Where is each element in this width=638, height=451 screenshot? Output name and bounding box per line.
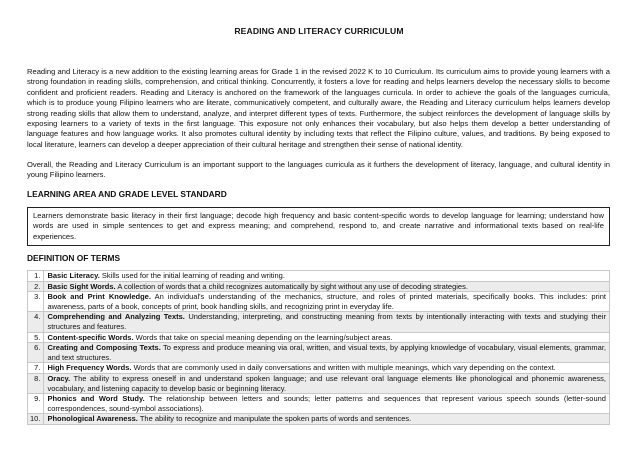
term-number: 2.	[28, 281, 44, 292]
term-name: Phonics and Word Study.	[47, 394, 145, 404]
standard-box: Learners demonstrate basic literacy in their first language; decode high frequency and basic content-specific words to develop language for learning; understand how words are used in simple sentences to get and express meaning; and comprehend, respond to, and create narrative and informational texts based on real-life experiences.	[27, 207, 610, 246]
terms-table	[27, 270, 610, 425]
terms-row	[28, 414, 610, 425]
term-name: Book and Print Knowledge.	[47, 292, 151, 302]
term-definition: Words that take on special meaning depending on the learning/subject areas.	[133, 332, 393, 342]
term-number: 10.	[28, 414, 44, 425]
term-definition: A collection of words that a child recognizes automatically by sight without any use of decoding strategies.	[115, 281, 468, 291]
term-definition-cell	[44, 271, 610, 282]
term-definition: Skills used for the initial learning of reading and writing.	[99, 271, 285, 280]
intro-paragraph: Reading and Literacy is a new addition to the existing learning areas for Grade 1 in the revised 2022 K to 10 Curriculum. Its curriculum aims to provide young learners with a strong foundation in reading skills, comprehension, and critical thinking. Concurrently, it fosters a love for reading and helps learners develop the necessary skills to become confident and proficient readers. Reading and Literacy is anchored on the framework of the languages curricula. In order to achieve the goals of the languages curricula, which is to produce young Filipino learners who are literate, communicatively competent, and culturally aware, the Reading and Literacy curriculum helps learners develop strong reading skills that allow them to understand, analyze, and interpret different types of texts. Furthermore, the subject reinforces the development of language skills by exposing learners to a variety of texts in the first language. This exposure not only enhances their vocabulary, but also helps them develop a better understanding of language features and how language works. It also promotes cultural identity by including texts that reflect the Filipino culture, values, and traditions. By being exposed to local literature, learners can develop a deeper appreciation of their cultural heritage and strengthen their sense of national identity.	[27, 67, 610, 149]
term-name: Basic Literacy.	[47, 271, 100, 280]
terms-row	[28, 332, 610, 343]
term-number: 4.	[28, 312, 44, 332]
terms-row	[28, 343, 610, 363]
terms-row	[28, 312, 610, 332]
term-number: 1.	[28, 271, 44, 282]
term-number: 3.	[28, 292, 44, 312]
terms-row	[28, 281, 610, 292]
term-name: Comprehending and Analyzing Texts.	[47, 312, 185, 322]
term-number: 8.	[28, 373, 44, 393]
terms-row	[28, 271, 610, 282]
term-name: High Frequency Words.	[47, 363, 132, 373]
term-definition-cell	[44, 373, 610, 393]
term-definition: To express and produce meaning via oral, written, and visual texts, by applying knowledge of vocabulary, visual elements, grammar, and text structures.	[47, 343, 607, 362]
term-definition-cell	[44, 292, 610, 312]
term-name: Phonological Awareness.	[47, 414, 138, 424]
term-definition: Understanding, interpreting, and constructing meaning from texts by intentionally interacting with texts and studying their structures and features.	[47, 312, 606, 331]
term-number: 7.	[28, 363, 44, 374]
term-definition-cell	[44, 363, 610, 374]
standard-heading: LEARNING AREA AND GRADE LEVEL STANDARD	[27, 189, 227, 199]
term-definition-cell	[44, 281, 610, 292]
terms-row	[28, 373, 610, 393]
term-name: Content-specific Words.	[47, 332, 134, 342]
term-name: Oracy.	[47, 373, 71, 383]
term-name: Basic Sight Words.	[47, 281, 116, 291]
summary-paragraph: Overall, the Reading and Literacy Curriculum is an important support to the languages curricula as it furthers the development of literacy, language, and cultural identity in young Filipino learners.	[27, 160, 610, 180]
term-number: 9.	[28, 394, 44, 414]
term-definition-cell	[44, 343, 610, 363]
term-definition-cell	[44, 312, 610, 332]
terms-row	[28, 394, 610, 414]
terms-row	[28, 292, 610, 312]
term-number: 6.	[28, 343, 44, 363]
term-definition: An individual's understanding of the mechanics, structure, and roles of printed materials, specifically books. This includes: print awareness, parts of a book, concepts of print, book handling skills, and recognizing print in everyday life.	[47, 292, 606, 311]
page-title: READING AND LITERACY CURRICULUM	[234, 26, 404, 36]
term-definition: The ability to recognize and manipulate the spoken parts of words and sentences.	[137, 414, 412, 424]
term-definition: Words that are commonly used in daily conversations and written with multiple meanings, which vary depending on the context.	[131, 363, 556, 373]
terms-heading: DEFINITION OF TERMS	[27, 253, 121, 263]
term-definition-cell	[44, 394, 610, 414]
term-definition: The ability to express oneself in and understand spoken language; and use relevant oral language elements like phonological and phonemic awareness, vocabulary, and listening capacity to develop basic or beginning literacy.	[47, 373, 606, 393]
terms-row	[28, 363, 610, 374]
term-number: 5.	[28, 332, 44, 343]
term-name: Creating and Composing Texts.	[47, 343, 161, 353]
term-definition: The relationship between letters and sounds; letter patterns and sequences that represent various speech sounds (letter-sound correspondences, sound-symbol associations).	[47, 394, 606, 413]
term-definition-cell	[44, 332, 610, 343]
term-definition-cell	[44, 414, 610, 425]
